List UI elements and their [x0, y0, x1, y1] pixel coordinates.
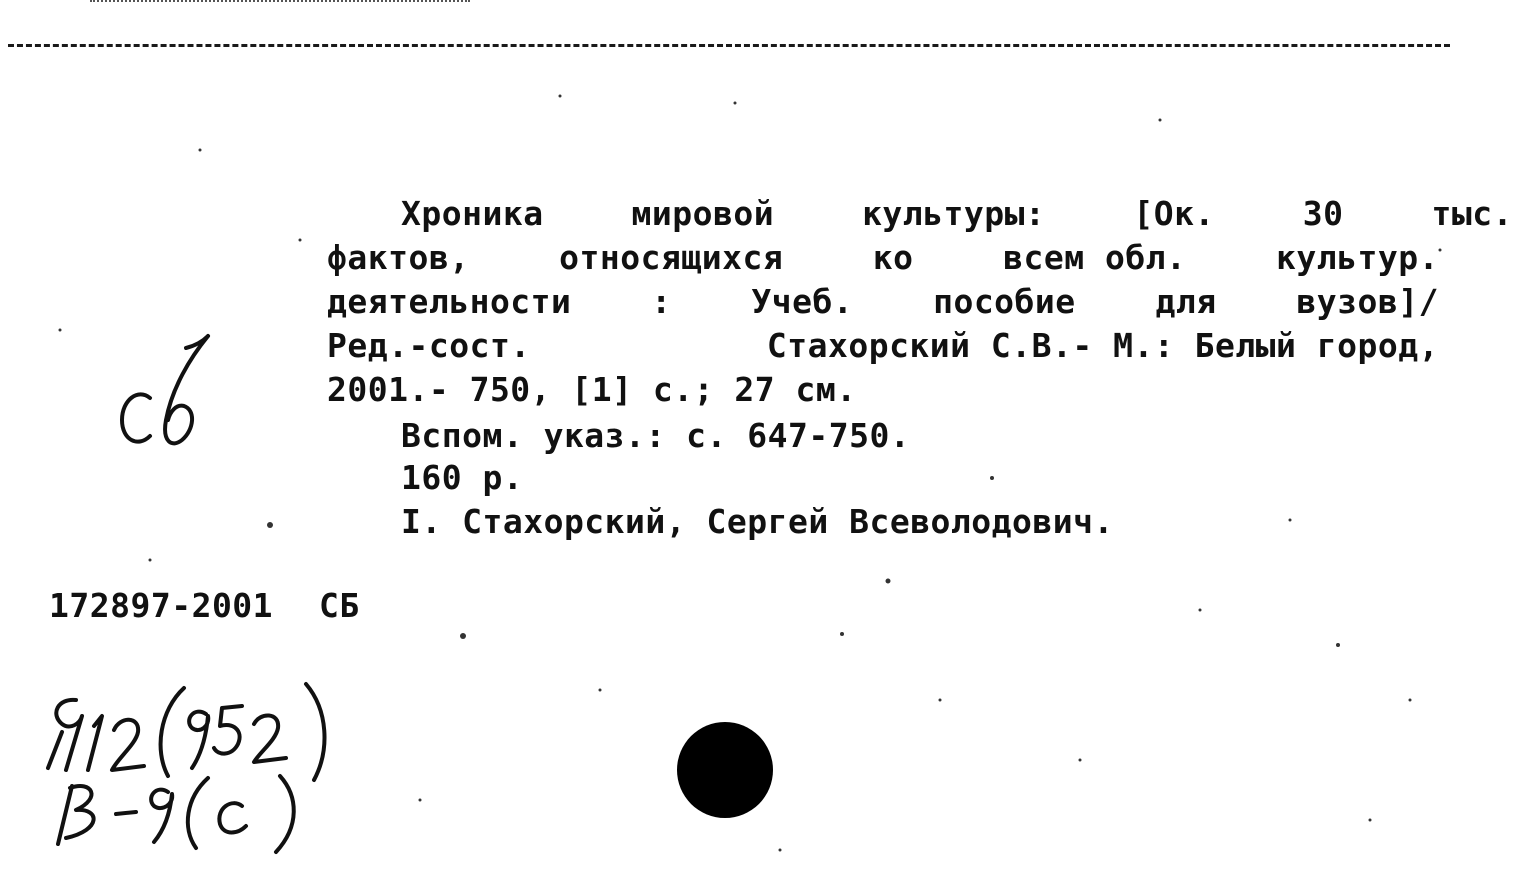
catalog-entry — [327, 192, 1513, 412]
entry-line-3 — [327, 280, 1439, 324]
handwritten-margin-mark — [110, 328, 220, 458]
entry-line-4 — [327, 324, 1439, 368]
entry-word: : — [651, 282, 672, 321]
entry-word: [Ок. — [1133, 194, 1215, 233]
entry-word: 2001.- 750, [1] с.; 27 см. — [327, 370, 857, 409]
entry-word: мировой — [631, 194, 775, 233]
entry-line-1 — [327, 192, 1513, 236]
entry-line-5 — [327, 368, 1439, 412]
entry-word: пособие — [933, 282, 1076, 321]
entry-word: вузов]/ — [1296, 282, 1439, 321]
entry-word: культуры: — [862, 194, 1046, 233]
entry-word: тыс. — [1431, 194, 1513, 233]
index-note: Вспом. указ.: с. 647-750. — [401, 416, 911, 455]
author-tracing: I. Стахорский, Сергей Всеволодович. — [401, 502, 1114, 541]
accession-line — [49, 586, 360, 625]
entry-word: Хроника — [401, 194, 544, 233]
handwritten-shelf-mark — [36, 680, 346, 860]
entry-word: всем обл. — [1003, 238, 1187, 277]
top-edge-specks — [90, 0, 470, 8]
punch-hole — [677, 722, 773, 818]
accession-number: 172897-2001 — [49, 586, 274, 625]
entry-word: ко — [872, 238, 914, 277]
entry-word: деятельности — [327, 282, 572, 321]
entry-word: 30 — [1302, 194, 1344, 233]
collection-code: СБ — [319, 586, 360, 625]
entry-word: для — [1155, 282, 1217, 321]
entry-word: относящихся — [559, 238, 784, 277]
price-note: 160 р. — [401, 458, 524, 497]
entry-word: культур. — [1276, 238, 1439, 277]
top-dashed-rule — [8, 44, 1450, 47]
catalog-notes — [401, 415, 1114, 543]
entry-word: Учеб. — [751, 282, 854, 321]
entry-word: Стахорский С.В.- М.: Белый город, — [766, 326, 1439, 365]
entry-line-2 — [327, 236, 1439, 280]
entry-word: фактов, — [327, 238, 470, 277]
entry-word: Ред.-сост. — [327, 326, 531, 365]
